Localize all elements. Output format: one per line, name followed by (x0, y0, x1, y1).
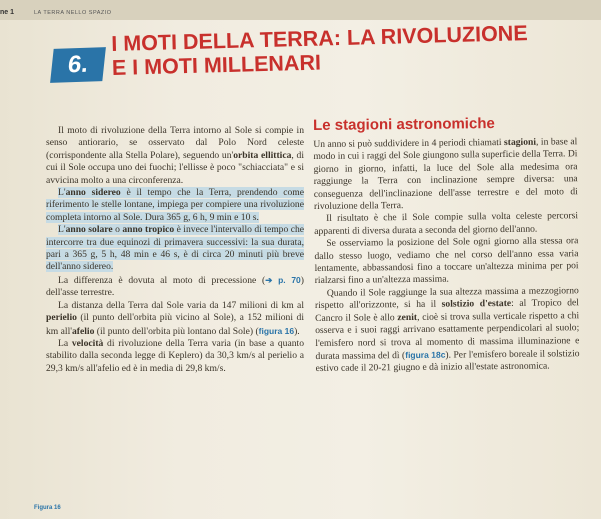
subheading-seasons: Le stagioni astronomiche (313, 115, 495, 134)
paragraph-distance: La distanza della Terra dal Sole varia da 147 milioni di km al perielio (il punto dell'orbita più vicino al Sole), a 152 milioni di km all'afelio (il punto dell'orbita più lontano dal Sole) (figura 16). (46, 299, 304, 337)
paragraph-precession: La differenza è dovuta al moto di precessione (➔ p. 70) dell'asse terrestre. (46, 274, 304, 299)
paragraph-summer-solstice: Quando il Sole raggiunge la sua altezza massima a mezzogiorno rispetto all'orizzonte, si ha il solstizio d'estate: al Tropico del Cancro il Sole è allo zenit, cioè si trova sulla verticale rispetto a chi osserva e i suoi raggi arrivano esattamente perpendicolari al suolo; l'emisfero nord si trova al momento di massima illuminazione e durata massima del dì (figura 18c). Per l'emisfero boreale il solstizio estivo cade il 20-21 giugno e dà inizio all'estate astronomica. (314, 285, 580, 375)
paragraph-apparent-paths: Il risultato è che il Sole compie sulla volta celeste percorsi apparenti di diversa durata a seconda del giorno dell'anno. (314, 210, 579, 237)
paragraph-sun-position: Se osserviamo la posizione del Sole ogni giorno alla stessa ora dallo stesso luogo, vediamo che nel corso dell'anno essa varia lentamente, abbassandosi fino a toccare un'altezza minima per poi rialzarsi fino a un'altezza massima. (314, 235, 579, 287)
figure-caption-label: Figura 16 (34, 505, 61, 511)
figure-16-link[interactable]: figura 16 (258, 325, 295, 336)
paragraph-sidereal-year: L'anno sidereo è il tempo che la Terra, prendendo come riferimento le stelle lontane, impiega per compiere una rivoluzione completa intorno al Sole. Dura 365 g, 6 h, 9 min e 10 s. (46, 187, 304, 223)
paragraph-velocity: La velocità di rivoluzione della Terra varia (in base a quanto stabilito dalla seconda legge di Keplero) da 30,3 km/s al perielio a 29,3 km/s all'afelio ed è in media di 29,8 km/s. (46, 337, 304, 374)
page-number: ne 1 (0, 9, 15, 16)
section-title-line2: E I MOTI MILLENARI (111, 50, 322, 80)
running-header: LA TERRA NELLO SPAZIO (34, 10, 112, 16)
section-title-line1: I MOTI DELLA TERRA: LA RIVOLUZIONE (111, 21, 528, 56)
left-column (46, 125, 304, 375)
section-title (111, 20, 552, 80)
figure-18c-link[interactable]: figura 18c (405, 349, 446, 360)
paragraph-solar-year: L'anno solare o anno tropico è invece l'intervallo di tempo che intercorre tra due equinozi di primavera successivi: la sua durata, pari a 365 g, 5 h, 48 min e 46 s, è di circa 20 minuti più breve dell'anno sidereo. (46, 224, 305, 273)
paragraph-orbit: Il moto di rivoluzione della Terra intorno al Sole si compie in senso antiorario, se osservato dal Polo Nord celeste (corrispondente alla Stella Polare), seguendo un'orbita ellittica, di cui il Sole occupa uno dei fuochi; l'ellisse è poco "schiacciata" e si avvicina molto a una circonferenza. (46, 125, 305, 186)
paragraph-seasons: Un anno si può suddividere in 4 periodi chiamati stagioni, in base al modo in cui i raggi del Sole giungono sulla superficie della Terra. Di giorno in giorno, infatti, la luce del Sole alla medesima ora raggiunge la Terra con inclinazione sempre diversa: una conseguenza dell'inclinazione dell'asse terrestre e del moto di rivoluzione della Terra. (313, 136, 578, 213)
page-reference-link[interactable]: ➔ p. 70 (265, 274, 301, 285)
section-number-badge: 6. (50, 47, 106, 83)
right-column (313, 114, 580, 375)
